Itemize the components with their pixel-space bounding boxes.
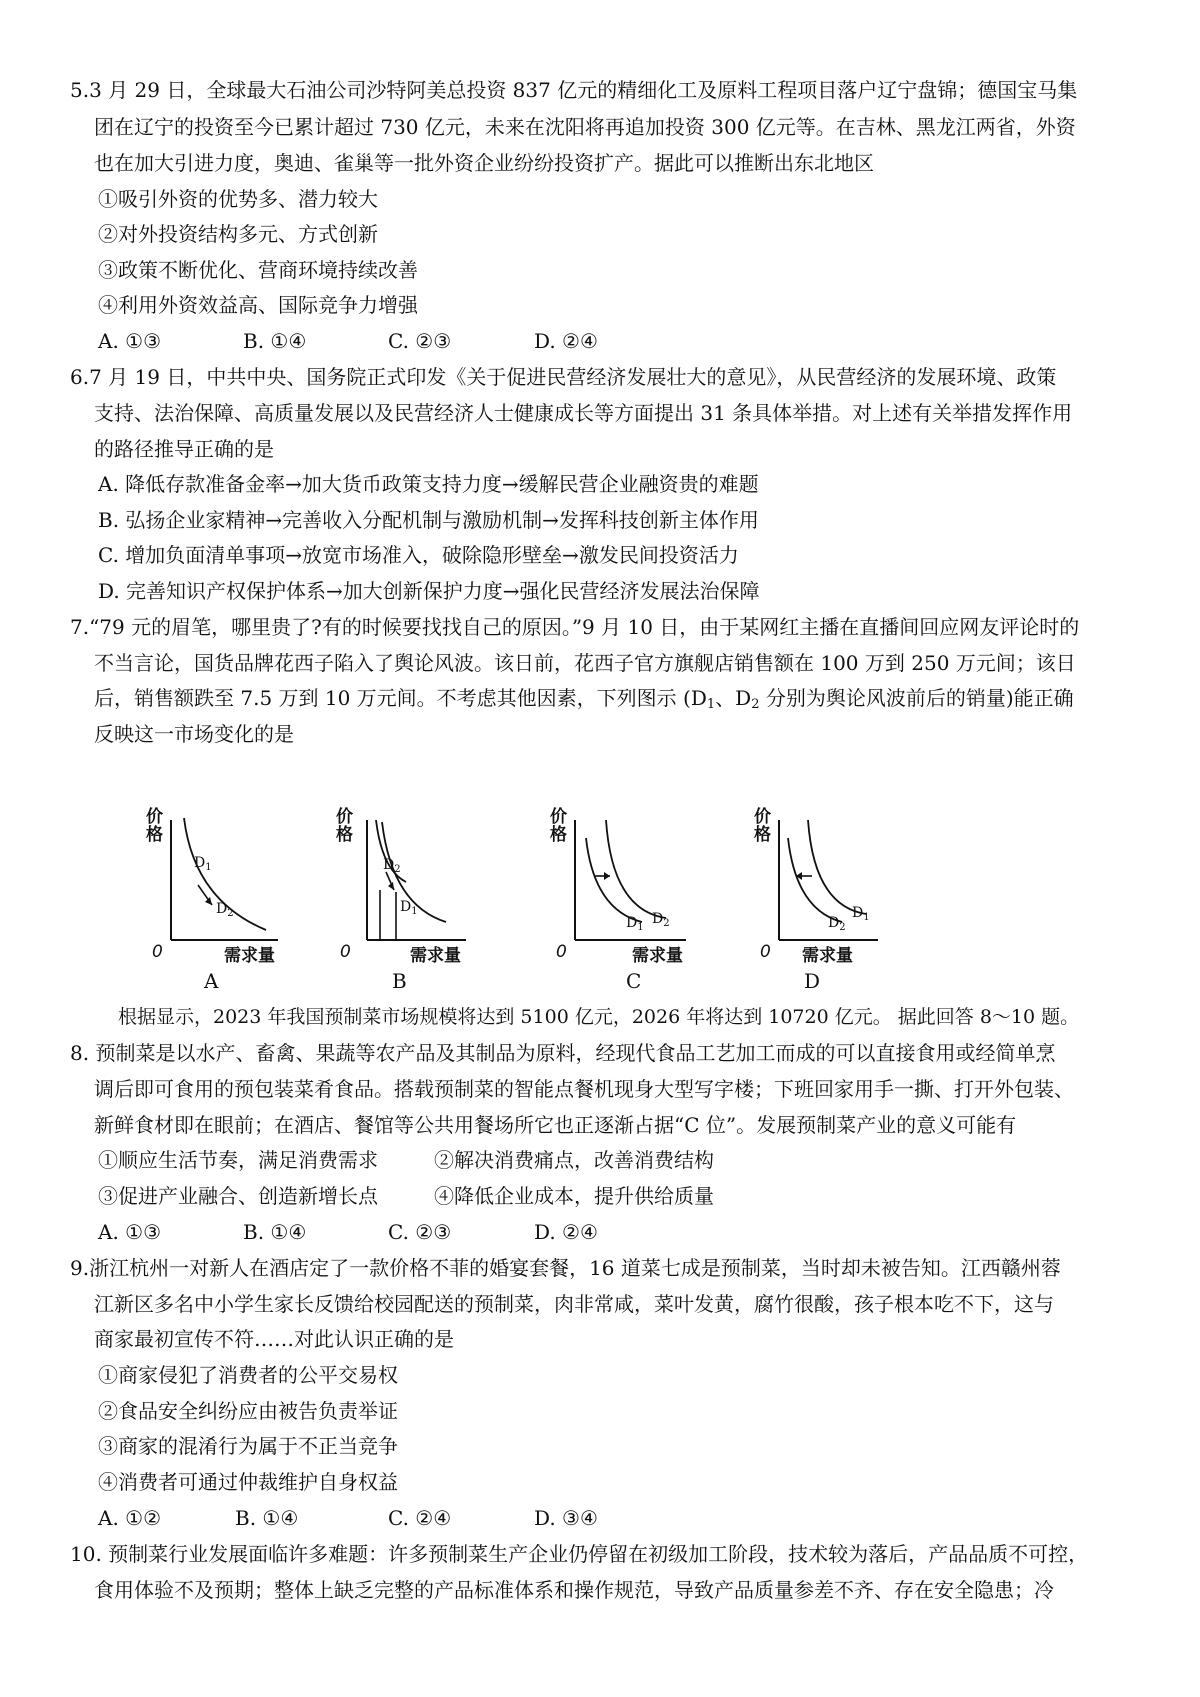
graph-d (754, 807, 938, 995)
graph-c-xlabel: 需求量 (632, 946, 683, 966)
q8-item-1: ①顺应生活节奏，满足消费需求 (98, 1148, 378, 1172)
q5-item-1: ①吸引外资的优势多、潜力较大 (98, 187, 378, 211)
q9-choices (98, 1506, 798, 1530)
q5-item-4: ④利用外资效益高、国际竞争力增强 (98, 293, 418, 317)
q7-line-3-tail: 分别为舆论风波前后的销量)能正确 (759, 686, 1074, 710)
q5-choice-b: B. ①④ (243, 329, 307, 353)
graph-a (146, 807, 330, 995)
q9-choice-b: B. ①④ (235, 1506, 299, 1530)
graph-c-letter: C (626, 969, 642, 993)
q5-choices (98, 329, 798, 353)
q7-line-2: 不当言论，国货品牌花西子陷入了舆论风波。该日前，花西子官方旗舰店销售额在 100 万到 250 万元间；该日 (94, 651, 1076, 675)
q6-option-c: C. 增加负面清单事项→放宽市场准入，破除隐形壁垒→激发民间投资活力 (98, 543, 739, 567)
graph-b-xlabel: 需求量 (410, 946, 461, 966)
q5-choice-d: D. ②④ (534, 329, 598, 353)
q7-line-3-mid: 、D (715, 686, 752, 710)
q9-choice-c: C. ②④ (388, 1506, 452, 1530)
q7-line-3-head: 后，销售额跌至 7.5 万到 10 万元间。不考虑其他因素，下列图示 (D (94, 686, 707, 710)
graph-a-d1-label: $D_1$ (194, 855, 212, 873)
q5-item-3: ③政策不断优化、营商环境持续改善 (98, 258, 418, 282)
q10-line-2: 食用体验不及预期；整体上缺乏完整的产品标准体系和操作规范，导致产品质量参差不齐、存在安全隐患；冷 (94, 1578, 1054, 1602)
q9-choice-d: D. ③④ (534, 1506, 598, 1530)
graph-d-svg (758, 810, 938, 995)
graph-c-d2-label: $D_2$ (652, 911, 670, 929)
graph-c (550, 807, 734, 995)
q5-line-2: 团在辽宁的投资至今已累计超过 730 亿元，未来在沈阳将再追加投资 300 亿元等。在吉林、黑龙江两省，外资 (94, 115, 1076, 139)
graph-a-arrowhead (205, 897, 212, 905)
graph-c-curve-d1 (586, 838, 642, 922)
graph-a-letter: A (204, 969, 219, 993)
q6-line-2: 支持、法治保障、高质量发展以及民营经济人士健康成长等方面提出 31 条具体举措。对上述有关举措发挥作用 (94, 401, 1073, 425)
q9-item-2: ②食品安全纠纷应由被告负责举证 (98, 1399, 398, 1423)
graph-b-letter: B (392, 969, 407, 993)
q9-line-1: 9.浙江杭州一对新人在酒店定了一款价格不菲的婚宴套餐，16 道菜七成是预制菜，当时却未被告知。江西赣州蓉 (70, 1256, 1061, 1280)
q7-line-3 (94, 686, 1074, 717)
graph-b (336, 807, 526, 995)
q9-item-4: ④消费者可通过仲裁维护自身权益 (98, 1470, 398, 1494)
q8-item-4: ④降低企业成本，提升供给质量 (434, 1184, 714, 1208)
graph-c-origin: 0 (556, 942, 567, 962)
q6-option-a: A. 降低存款准备金率→加大货币政策支持力度→缓解民营企业融资贵的难题 (98, 472, 759, 496)
graph-c-arrowhead (604, 872, 610, 880)
graph-d-curve-d1 (808, 820, 866, 914)
graph-d-xlabel: 需求量 (802, 946, 853, 966)
graph-b-d1-label: $D_1$ (400, 899, 418, 917)
graph-d-letter: D (804, 969, 821, 993)
q6-option-d: D. 完善知识产权保护体系→加大创新保护力度→强化民营经济发展法治保障 (98, 579, 760, 603)
graph-c-d1-label: $D_1$ (626, 915, 644, 933)
graph-a-origin: 0 (152, 942, 163, 962)
graph-d-origin: 0 (760, 942, 771, 962)
graph-a-d2-label: $D_2$ (216, 901, 234, 919)
q5-item-2: ②对外投资结构多元、方式创新 (98, 222, 378, 246)
q8-items-row-1 (98, 1148, 998, 1172)
graph-b-svg (346, 810, 526, 995)
graph-b-origin: 0 (340, 942, 351, 962)
q9-line-3: 商家最初宣传不符……对此认识正确的是 (94, 1327, 454, 1351)
q5-choice-c: C. ②③ (388, 329, 452, 353)
q9-choice-a: A. ①② (98, 1506, 162, 1530)
graph-c-svg (554, 810, 734, 995)
q8-choice-b: B. ①④ (243, 1220, 307, 1244)
graph-d-ylabel: 价格 (754, 807, 771, 845)
q8-choices (98, 1220, 798, 1244)
q8-line-1: 8. 预制菜是以水产、畜禽、果蔬等农产品及其制品为原料，经现代食品工艺加工而成的可以直接食用或经简单烹 (70, 1041, 1056, 1065)
q8-item-3: ③促进产业融合、创造新增长点 (98, 1184, 378, 1208)
q6-option-b: B. 弘扬企业家精神→完善收入分配机制与激励机制→发挥科技创新主体作用 (98, 508, 759, 532)
graph-a-ylabel: 价格 (146, 807, 163, 845)
q8-choice-c: C. ②③ (388, 1220, 452, 1244)
q9-item-1: ①商家侵犯了消费者的公平交易权 (98, 1363, 398, 1387)
q5-line-3: 也在加大引进力度，奥迪、雀巢等一批外资企业纷纷投资扩产。据此可以推断出东北地区 (94, 151, 874, 175)
q8-choice-a: A. ①③ (98, 1220, 162, 1244)
graph-d-d1-label: $D_1$ (852, 905, 870, 923)
q5-choice-a: A. ①③ (98, 329, 162, 353)
q6-line-3: 的路径推导正确的是 (94, 437, 274, 461)
graph-d-curve-d2 (788, 838, 842, 922)
q10-line-1: 10. 预制菜行业发展面临许多难题：许多预制菜生产企业仍停留在初级加工阶段，技术较为落后，产品品质不可控， (70, 1542, 1089, 1566)
q6-line-1: 6.7 月 19 日，中共中央、国务院正式印发《关于促进民营经济发展壮大的意见》，从民营经济的发展环境、政策 (70, 365, 1057, 389)
q8-line-2: 调后即可食用的预包装菜肴食品。搭载预制菜的智能点餐机现身大型写字楼；下班回家用手一撕、打开外包装、 (94, 1077, 1074, 1101)
q8-items-row-2 (98, 1184, 998, 1208)
graph-d-d2-label: $D_2$ (828, 915, 846, 933)
q8-line-3: 新鲜食材即在眼前；在酒店、餐馆等公共用餐场所它也正逐渐占据“C 位”。发展预制菜产业的意义可能有 (94, 1113, 1017, 1137)
q7-line-1: 7.“79 元的眉笔，哪里贵了?有的时候要找找自己的原因。”9 月 10 日，由于某网红主播在直播间回应网友评论时的 (70, 615, 1080, 639)
q9-line-2: 江新区多名中小学生家长反馈给校园配送的预制菜，肉非常咸，菜叶发黄，腐竹很酸，孩子根本吃不下，这与 (94, 1292, 1054, 1316)
q5-line-1: 5.3 月 29 日，全球最大石油公司沙特阿美总投资 837 亿元的精细化工及原料工程项目落户辽宁盘锦；德国宝马集 (70, 78, 1078, 102)
graph-b-d2-label: $D_2$ (383, 857, 401, 875)
q8-item-2: ②解决消费痛点，改善消费结构 (434, 1148, 714, 1172)
graph-a-svg (150, 810, 330, 995)
q9-item-3: ③商家的混淆行为属于不正当竞争 (98, 1434, 398, 1458)
section-intro: 根据显示，2023 年我国预制菜市场规模将达到 5100 亿元，2026 年将达到 10720 亿元。 据此回答 8～10 题。 (118, 1006, 1080, 1028)
graph-b-ylabel: 价格 (336, 807, 353, 845)
q7-sub-2: 2 (751, 697, 760, 712)
q7-line-4: 反映这一市场变化的是 (94, 722, 294, 746)
q7-sub-1: 1 (706, 697, 716, 712)
graph-c-ylabel: 价格 (550, 807, 567, 845)
graph-c-curve-d2 (606, 820, 666, 918)
q8-choice-d: D. ②④ (534, 1220, 598, 1244)
graph-a-xlabel: 需求量 (224, 946, 275, 966)
